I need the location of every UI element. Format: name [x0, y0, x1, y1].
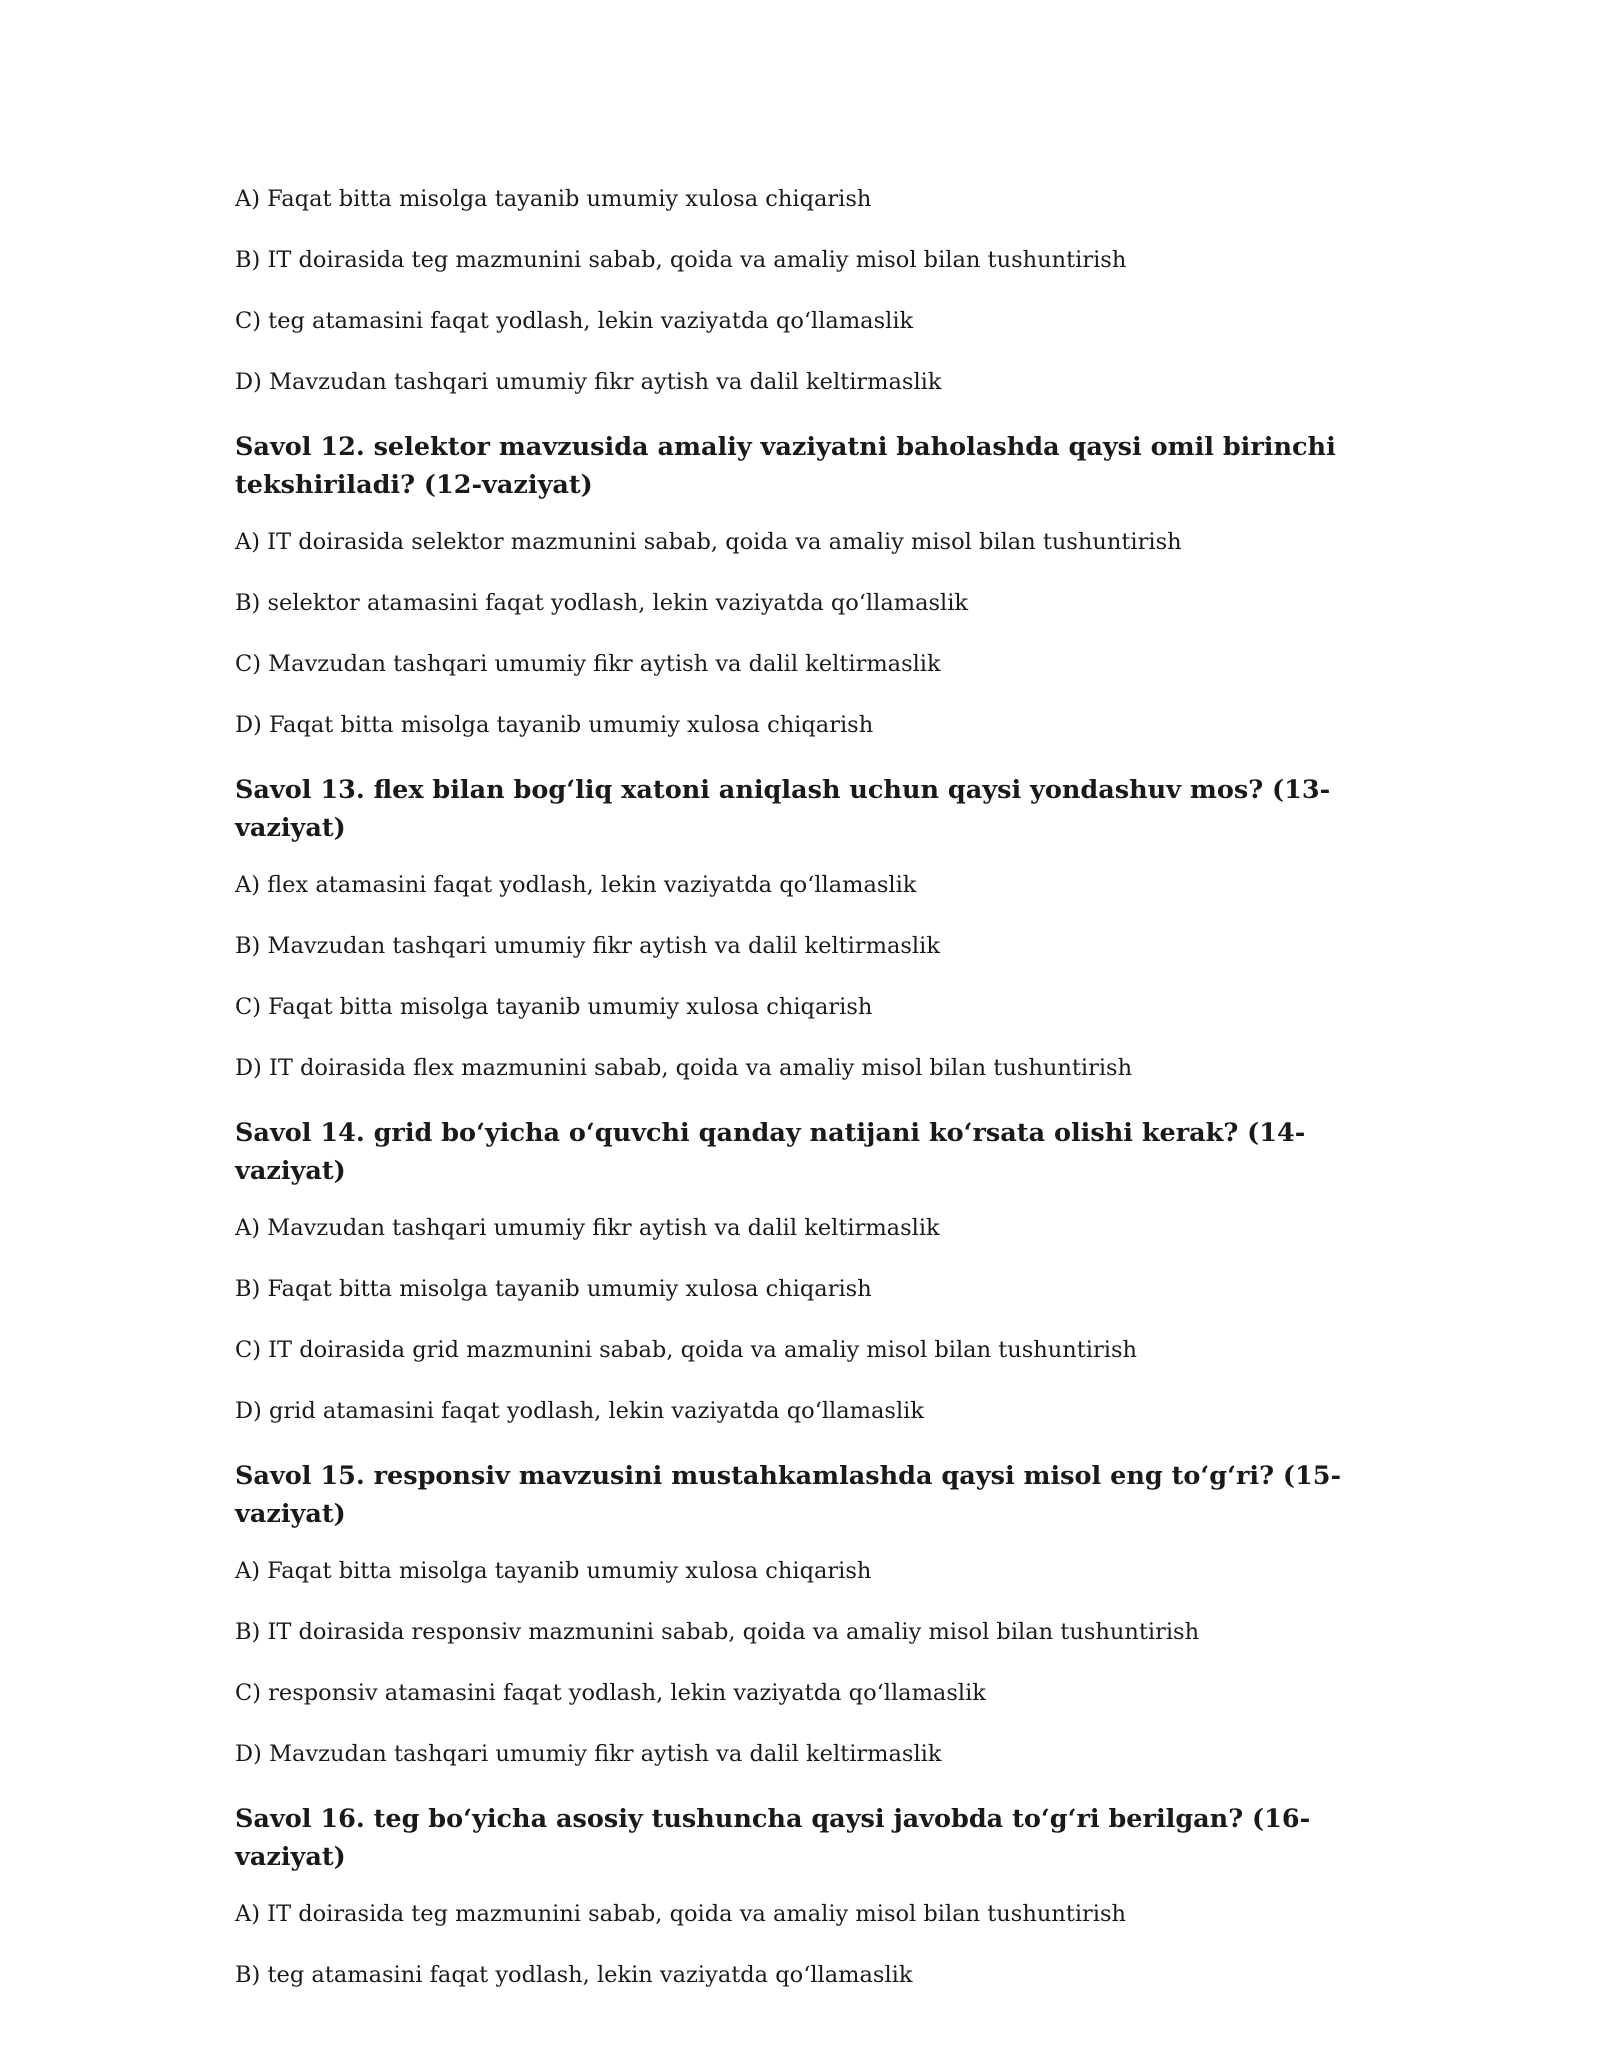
question-title: Savol 15. responsiv mavzusini mustahkamlashda qaysi misol eng to‘g‘ri? (15-vaziyat) — [235, 1461, 1342, 1529]
answer-option: D) Mavzudan tashqari umumiy fikr aytish va dalil keltirmaslik — [235, 1741, 942, 1767]
answer-option: A) IT doirasida teg mazmunini sabab, qoida va amaliy misol bilan tushuntirish — [235, 1901, 1127, 1927]
answer-option: D) Faqat bitta misolga tayanib umumiy xulosa chiqarish — [235, 712, 874, 738]
answer-option: B) selektor atamasini faqat yodlash, lekin vaziyatda qo‘llamaslik — [235, 590, 969, 616]
answer-option: B) IT doirasida responsiv mazmunini sabab, qoida va amaliy misol bilan tushuntirish — [235, 1619, 1200, 1645]
question-13 — [235, 771, 1365, 1083]
answer-option: C) responsiv atamasini faqat yodlash, lekin vaziyatda qo‘llamaslik — [235, 1680, 986, 1706]
answer-option: B) IT doirasida teg mazmunini sabab, qoida va amaliy misol bilan tushuntirish — [235, 247, 1127, 273]
question-title: Savol 16. teg bo‘yicha asosiy tushuncha qaysi javobda to‘g‘ri berilgan? (16-vaziyat) — [235, 1804, 1311, 1872]
question-title: Savol 13. flex bilan bog‘liq xatoni aniqlash uchun qaysi yondashuv mos? (13-vaziyat) — [235, 775, 1331, 843]
question-title: Savol 12. selektor mavzusida amaliy vaziyatni baholashda qaysi omil birinchi tekshiriladi? (12-vaziyat) — [235, 432, 1336, 500]
answer-option: C) IT doirasida grid mazmunini sabab, qoida va amaliy misol bilan tushuntirish — [235, 1337, 1137, 1363]
answer-option: B) Faqat bitta misolga tayanib umumiy xulosa chiqarish — [235, 1276, 872, 1302]
answer-option: C) teg atamasini faqat yodlash, lekin vaziyatda qo‘llamaslik — [235, 308, 914, 334]
answer-option: D) Mavzudan tashqari umumiy fikr aytish va dalil keltirmaslik — [235, 369, 942, 395]
question-16 — [235, 1800, 1365, 1990]
question-12 — [235, 428, 1365, 740]
question-11-tail — [235, 184, 1365, 397]
answer-option: A) IT doirasida selektor mazmunini sabab, qoida va amaliy misol bilan tushuntirish — [235, 529, 1182, 555]
answer-option: B) teg atamasini faqat yodlash, lekin vaziyatda qo‘llamaslik — [235, 1962, 913, 1988]
question-title: Savol 14. grid bo‘yicha o‘quvchi qanday natijani ko‘rsata olishi kerak? (14-vaziyat) — [235, 1118, 1306, 1186]
document-page — [235, 184, 1365, 2021]
answer-option: A) Faqat bitta misolga tayanib umumiy xulosa chiqarish — [235, 1558, 872, 1584]
answer-option: A) Mavzudan tashqari umumiy fikr aytish va dalil keltirmaslik — [235, 1215, 940, 1241]
question-15 — [235, 1457, 1365, 1769]
answer-option: D) IT doirasida flex mazmunini sabab, qoida va amaliy misol bilan tushuntirish — [235, 1055, 1133, 1081]
answer-option: B) Mavzudan tashqari umumiy fikr aytish va dalil keltirmaslik — [235, 933, 940, 959]
answer-option: D) grid atamasini faqat yodlash, lekin vaziyatda qo‘llamaslik — [235, 1398, 924, 1424]
answer-option: C) Faqat bitta misolga tayanib umumiy xulosa chiqarish — [235, 994, 873, 1020]
question-14 — [235, 1114, 1365, 1426]
answer-option: A) flex atamasini faqat yodlash, lekin vaziyatda qo‘llamaslik — [235, 872, 917, 898]
answer-option: C) Mavzudan tashqari umumiy fikr aytish va dalil keltirmaslik — [235, 651, 941, 677]
answer-option: A) Faqat bitta misolga tayanib umumiy xulosa chiqarish — [235, 186, 872, 212]
